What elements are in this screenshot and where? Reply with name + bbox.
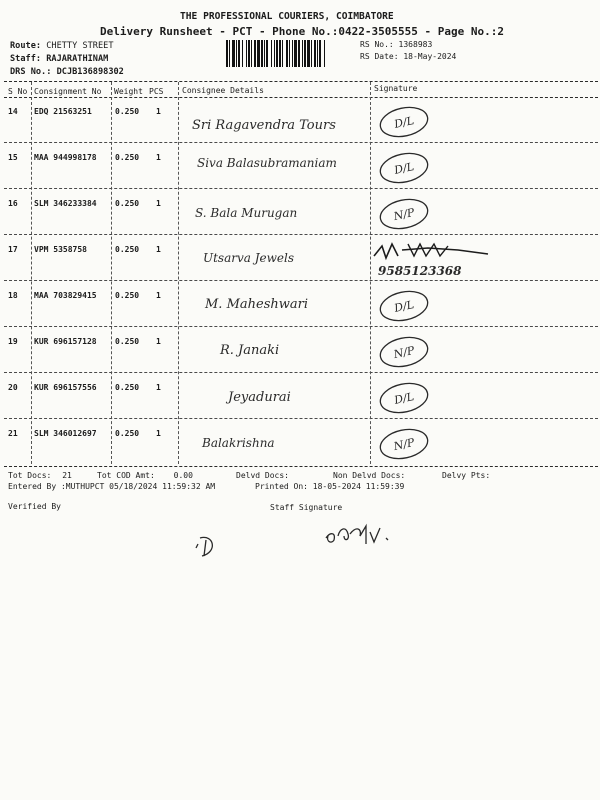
delivery-stamp-text: D/L bbox=[393, 298, 416, 315]
barcode-bar bbox=[266, 40, 268, 67]
barcode-bar bbox=[246, 40, 247, 67]
barcode-bar bbox=[314, 40, 316, 67]
staff-signature-label: Staff Signature bbox=[270, 503, 343, 512]
row-separator bbox=[4, 188, 598, 189]
route-value: CHETTY STREET bbox=[46, 41, 114, 51]
row-pcs: 1 bbox=[156, 199, 161, 208]
delivery-stamp bbox=[374, 380, 434, 416]
row-sno: 16 bbox=[8, 199, 18, 208]
row-consignee-handwritten: Sri Ragavendra Tours bbox=[192, 118, 336, 133]
barcode-bar bbox=[261, 40, 263, 67]
staff-value: RAJARATHINAM bbox=[46, 54, 109, 64]
row-consignment: EDQ 21563251 bbox=[34, 107, 92, 116]
delivery-stamp bbox=[374, 196, 434, 232]
rs-date-row bbox=[360, 52, 456, 61]
barcode-bar bbox=[292, 40, 293, 67]
delivery-stamp bbox=[374, 288, 434, 324]
col-sep bbox=[111, 82, 112, 464]
row-consignment: KUR 696157128 bbox=[34, 337, 97, 346]
route-label: Route: bbox=[10, 41, 42, 51]
delivery-stamp-text: D/L bbox=[393, 160, 416, 177]
printed-on: Printed On: 18-05-2024 11:59:39 bbox=[255, 482, 405, 491]
barcode-bar bbox=[274, 40, 275, 67]
verifier-signature bbox=[192, 532, 232, 562]
row-separator bbox=[4, 418, 598, 419]
barcode-bar bbox=[304, 40, 306, 67]
row-sno: 14 bbox=[8, 107, 18, 116]
delivery-stamp-text: D/L bbox=[393, 390, 416, 407]
barcode-bar bbox=[271, 40, 272, 67]
table-top-rule bbox=[4, 81, 598, 82]
row-pcs: 1 bbox=[156, 337, 161, 346]
barcode-bar bbox=[251, 40, 252, 67]
row-weight: 0.250 bbox=[115, 199, 140, 208]
barcode-bar bbox=[229, 40, 230, 67]
row-pcs: 1 bbox=[156, 245, 161, 254]
row-pcs: 1 bbox=[156, 291, 161, 300]
delvy-pts-label: Delvy Pts: bbox=[442, 471, 491, 480]
col-header-weight: Weight bbox=[114, 87, 143, 96]
col-sep bbox=[31, 82, 32, 464]
row-weight: 0.250 bbox=[115, 383, 140, 392]
row-pcs: 1 bbox=[156, 153, 161, 162]
delivery-stamp bbox=[374, 334, 434, 370]
row-separator bbox=[4, 326, 598, 327]
staff-signature bbox=[322, 518, 402, 550]
delvd-docs-label: Delvd Docs: bbox=[236, 471, 289, 480]
barcode-bar bbox=[226, 40, 228, 67]
barcode-bar bbox=[307, 40, 310, 67]
delivery-stamp bbox=[374, 426, 434, 462]
col-header-consignment: Consignment No bbox=[34, 87, 102, 96]
company-name: THE PROFESSIONAL COURIERS, COIMBATORE bbox=[180, 11, 394, 22]
row-weight: 0.250 bbox=[115, 337, 140, 346]
delivery-stamp-text: D/L bbox=[393, 114, 416, 131]
rs-no-row bbox=[360, 40, 432, 49]
table-bottom-rule bbox=[4, 466, 598, 467]
tot-docs-label: Tot Docs: bbox=[8, 471, 52, 480]
col-header-sno: S No bbox=[8, 87, 28, 96]
row-consignee-handwritten: Utsarva Jewels bbox=[203, 251, 295, 265]
barcode-bar bbox=[298, 40, 300, 67]
row-weight: 0.250 bbox=[115, 107, 140, 116]
barcode-bar bbox=[279, 40, 281, 67]
barcode-bar bbox=[257, 40, 260, 67]
rs-no-label: RS No.: bbox=[360, 40, 394, 49]
tot-cod bbox=[97, 471, 193, 480]
row-sno: 19 bbox=[8, 337, 18, 346]
col-header-consignee: Consignee Details bbox=[182, 86, 264, 95]
delivery-stamp-text: N/P bbox=[392, 205, 416, 224]
row-separator bbox=[4, 372, 598, 373]
verified-by: Verified By bbox=[8, 502, 61, 511]
drs-value: DCJB136898302 bbox=[56, 67, 124, 77]
row-consignee-handwritten: Siva Balasubramaniam bbox=[197, 156, 337, 170]
drs-label: DRS No.: bbox=[10, 67, 52, 77]
row-consignment: KUR 696157556 bbox=[34, 383, 97, 392]
row-sno: 17 bbox=[8, 245, 18, 254]
row-sno: 21 bbox=[8, 429, 18, 438]
barcode-bar bbox=[302, 40, 303, 67]
non-delvd-label: Non Delvd Docs: bbox=[333, 471, 406, 480]
row-pcs: 1 bbox=[156, 107, 161, 116]
row-separator bbox=[4, 280, 598, 281]
row-weight: 0.250 bbox=[115, 429, 140, 438]
row-weight: 0.250 bbox=[115, 291, 140, 300]
row-pcs: 1 bbox=[156, 383, 161, 392]
barcode-bar bbox=[254, 40, 256, 67]
table-header-rule bbox=[4, 97, 598, 98]
row-separator bbox=[4, 234, 598, 235]
barcode-bar bbox=[238, 40, 240, 67]
col-header-pcs: PCS bbox=[149, 87, 164, 96]
col-sep bbox=[178, 82, 179, 464]
staff-row bbox=[10, 54, 108, 64]
row-sno: 20 bbox=[8, 383, 18, 392]
route-row bbox=[10, 41, 114, 51]
barcode-bar bbox=[236, 40, 237, 67]
delivery-stamp bbox=[374, 104, 434, 140]
row-consignment: VPM 5358758 bbox=[34, 245, 87, 254]
row-sno: 18 bbox=[8, 291, 18, 300]
row-consignee-handwritten: Jeyadurai bbox=[228, 390, 291, 405]
barcode-bar bbox=[311, 40, 312, 67]
signature-scribble bbox=[368, 240, 498, 285]
row-pcs: 1 bbox=[156, 429, 161, 438]
row-weight: 0.250 bbox=[115, 153, 140, 162]
row-consignee-handwritten: Balakrishna bbox=[202, 436, 275, 450]
row-consignment: MAA 944998178 bbox=[34, 153, 97, 162]
row-sno: 15 bbox=[8, 153, 18, 162]
tot-docs-value: 21 bbox=[62, 471, 72, 480]
signature-phone: 9585123368 bbox=[378, 264, 462, 278]
staff-label: Staff: bbox=[10, 54, 42, 64]
barcode-bar bbox=[248, 40, 250, 67]
row-consignee-handwritten: R. Janaki bbox=[220, 343, 280, 358]
barcode-bar bbox=[294, 40, 297, 67]
barcode-bar bbox=[232, 40, 235, 67]
row-separator bbox=[4, 142, 598, 143]
barcode-bar bbox=[319, 40, 321, 67]
rs-date-value: 18-May-2024 bbox=[403, 52, 457, 61]
barcode-bar bbox=[324, 40, 325, 67]
row-consignment: SLM 346012697 bbox=[34, 429, 97, 438]
tot-cod-label: Tot COD Amt: bbox=[97, 471, 155, 480]
delivery-stamp bbox=[374, 150, 434, 186]
barcode bbox=[226, 40, 356, 67]
barcode-bar bbox=[282, 40, 283, 67]
barcode-bar bbox=[276, 40, 278, 67]
barcode-bar bbox=[286, 40, 288, 67]
rs-date-label: RS Date: bbox=[360, 52, 399, 61]
sheet-title: Delivery Runsheet - PCT - Phone No.:0422-3505555 - Page No.:2 bbox=[100, 25, 504, 38]
barcode-bar bbox=[264, 40, 265, 67]
barcode-bar bbox=[289, 40, 290, 67]
barcode-bar bbox=[317, 40, 318, 67]
row-weight: 0.250 bbox=[115, 245, 140, 254]
barcode-bar bbox=[242, 40, 243, 67]
col-header-signature: Signature bbox=[374, 84, 418, 93]
row-consignee-handwritten: S. Bala Murugan bbox=[195, 206, 298, 220]
row-consignment: MAA 703829415 bbox=[34, 291, 97, 300]
entered-by: Entered By :MUTHUPCT 05/18/2024 11:59:32 AM bbox=[8, 482, 216, 491]
tot-docs bbox=[8, 471, 72, 480]
tot-cod-value: 0.00 bbox=[173, 471, 193, 480]
drs-row bbox=[10, 67, 124, 77]
row-consignee-handwritten: M. Maheshwari bbox=[205, 297, 308, 312]
delivery-stamp-text: N/P bbox=[392, 343, 416, 362]
row-consignment: SLM 346233384 bbox=[34, 199, 97, 208]
rs-no-value: 1368983 bbox=[398, 40, 433, 49]
delivery-stamp-text: N/P bbox=[392, 435, 416, 454]
